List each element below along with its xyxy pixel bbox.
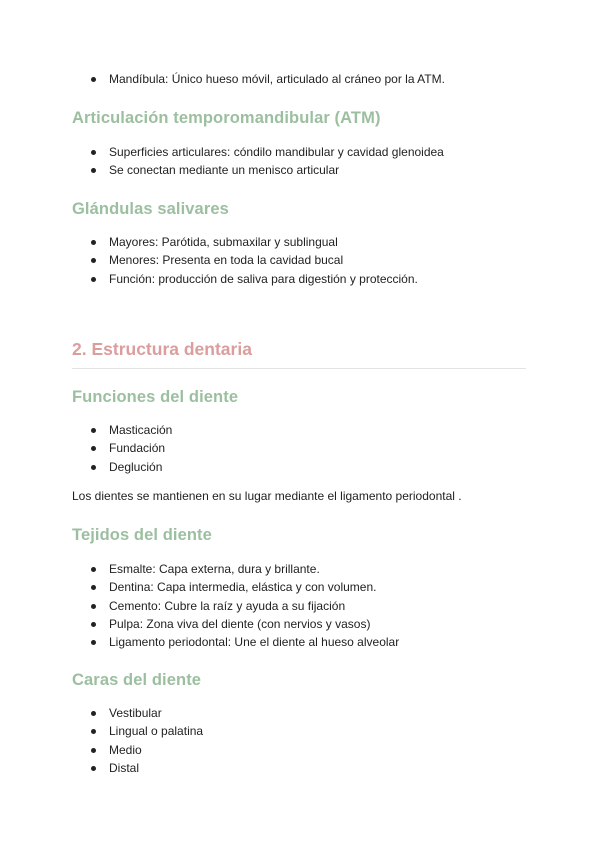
bullet-icon: [91, 428, 96, 433]
heading-glandulas: Glándulas salivares: [72, 200, 229, 218]
bullet-icon: [91, 585, 96, 590]
list-item: [90, 251, 418, 269]
bullet-icon: [91, 77, 96, 82]
list-item-text: Esmalte: Capa externa, dura y brillante.: [109, 562, 320, 576]
list-item: [90, 270, 418, 288]
bullet-icon: [91, 567, 96, 572]
list-item-text: Vestibular: [109, 706, 162, 720]
bullet-icon: [91, 766, 96, 771]
section-divider: [72, 368, 526, 369]
list-item-text: Mayores: Parótida, submaxilar y sublingual: [109, 235, 338, 249]
bullet-icon: [91, 729, 96, 734]
list-item: [90, 233, 418, 251]
list-item: [90, 143, 444, 161]
section-title: 2. Estructura dentaria: [72, 339, 252, 359]
bullet-icon: [91, 258, 96, 263]
list-item: [90, 741, 203, 759]
list-item-text: Dentina: Capa intermedia, elástica y con volumen.: [109, 580, 377, 595]
heading-atm: Articulación temporomandibular (ATM): [72, 109, 381, 127]
list-item: [90, 722, 203, 740]
list-item: [90, 560, 399, 578]
paragraph: Los dientes se mantienen en su lugar mediante el ligamento periodontal .: [72, 489, 462, 503]
bullet-icon: [91, 640, 96, 645]
caras-list: [90, 704, 203, 777]
list-item: [90, 161, 444, 179]
list-item-text: Cemento: Cubre la raíz y ayuda a su fijación: [109, 598, 346, 613]
list-item-text: Función: producción de saliva para digestión y protección.: [109, 271, 418, 286]
list-item-text: Pulpa: Zona viva del diente (con nervios y vasos): [109, 616, 371, 631]
bullet-icon: [91, 168, 96, 173]
bullet-icon: [91, 277, 96, 282]
bullet-icon: [91, 604, 96, 609]
list-item-text: Ligamento periodontal: Une el diente al hueso alveolar: [109, 635, 400, 650]
heading-tejidos: Tejidos del diente: [72, 526, 212, 544]
list-item: [90, 633, 399, 651]
atm-list: [90, 143, 444, 180]
list-item: [90, 70, 445, 88]
list-item-text: Fundación: [109, 441, 166, 456]
glandulas-list: [90, 233, 418, 288]
bullet-icon: [91, 748, 96, 753]
list-item: [90, 578, 399, 596]
tejidos-list: [90, 560, 399, 651]
list-item-text: Medio: [109, 742, 142, 757]
list-item-text: Lingual o palatina: [109, 724, 204, 739]
list-item-text: Mandíbula: Único hueso móvil, articulado al cráneo por la ATM.: [109, 72, 445, 86]
bullet-icon: [91, 465, 96, 470]
list-item: [90, 615, 399, 633]
list-item-text: Deglución: [109, 459, 163, 474]
bullet-icon: [91, 150, 96, 155]
intro-list: [90, 70, 445, 88]
bullet-icon: [91, 711, 96, 716]
list-item: [90, 597, 399, 615]
list-item-text: Distal: [109, 760, 140, 775]
list-item-text: Se conectan mediante un menisco articular: [109, 163, 340, 178]
list-item-text: Superficies articulares: cóndilo mandibular y cavidad glenoidea: [109, 145, 444, 159]
list-item: [90, 759, 203, 777]
list-item: [90, 458, 172, 476]
bullet-icon: [91, 622, 96, 627]
list-item: [90, 704, 203, 722]
heading-funciones: Funciones del diente: [72, 388, 239, 406]
bullet-icon: [91, 240, 96, 245]
heading-caras: Caras del diente: [72, 671, 202, 689]
funciones-list: [90, 421, 172, 476]
list-item-text: Masticación: [109, 423, 173, 437]
list-item-text: Menores: Presenta en toda la cavidad bucal: [109, 253, 344, 268]
list-item: [90, 439, 172, 457]
bullet-icon: [91, 446, 96, 451]
list-item: [90, 421, 172, 439]
